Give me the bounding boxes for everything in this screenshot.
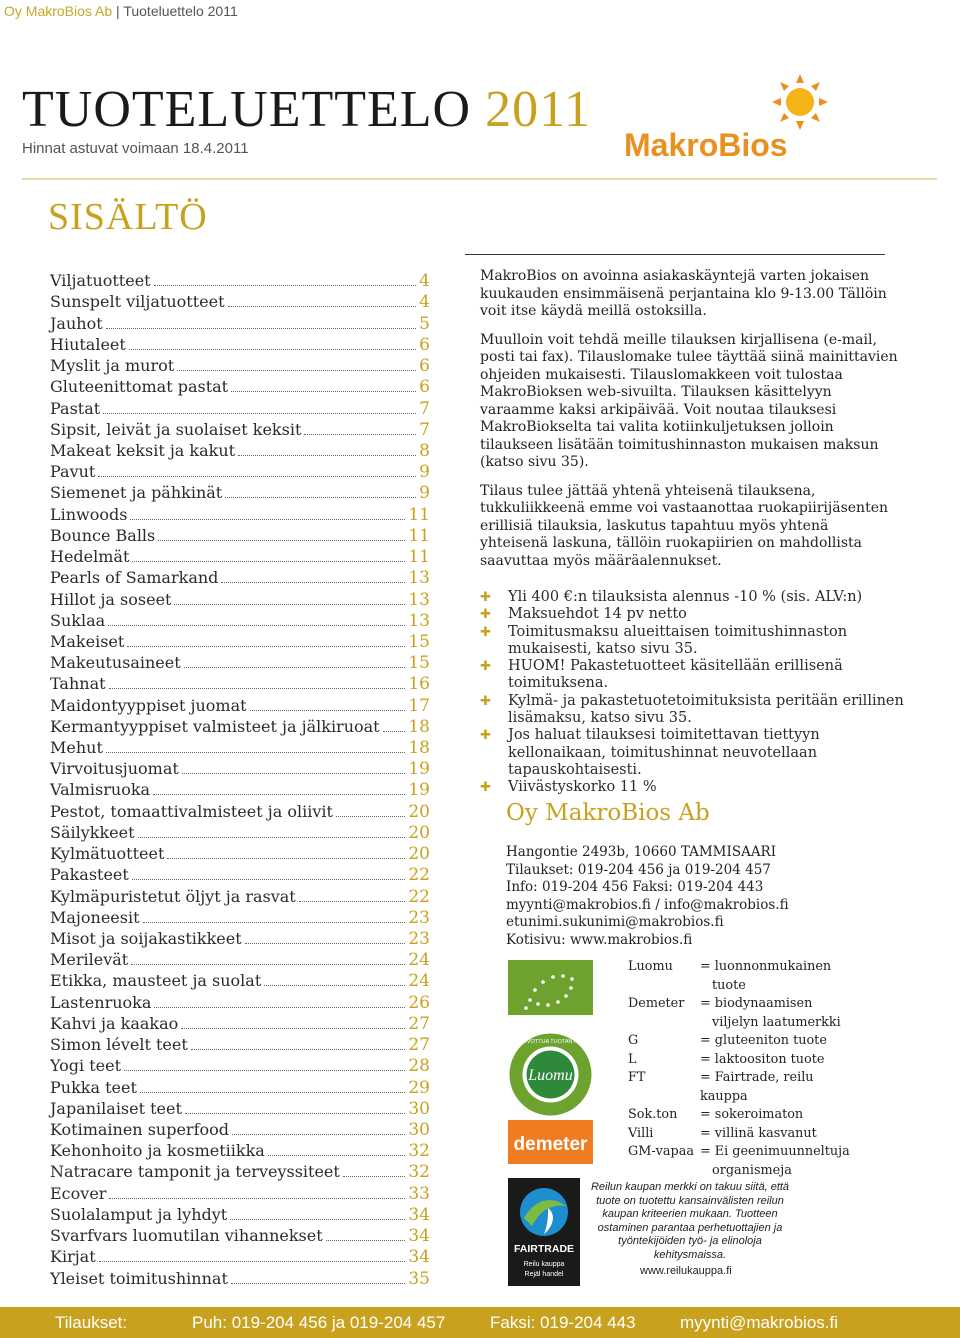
toc-row[interactable] [50,503,430,524]
toc-leader [143,922,406,923]
toc-row[interactable] [50,1013,430,1034]
toc-leader [304,434,416,435]
toc-leader [181,1028,405,1029]
toc-page-number: 11 [408,504,430,525]
toc-label: Hedelmät [50,547,130,567]
toc-label: Gluteenittomat pastat [50,377,229,397]
toc-label: Hiutaleet [50,334,126,354]
toc-page-number: 5 [419,313,430,334]
legend-value: = villinä kasvanut [700,1125,817,1141]
toc-row[interactable] [50,694,430,715]
title-year: 2011 [485,81,592,138]
toc-row[interactable] [50,907,430,928]
company-contacts [506,844,789,949]
toc-leader [127,646,405,647]
cross-bullet-icon: ✚ [480,728,491,744]
toc-leader [299,901,406,902]
toc-label: Säilykkeet [50,822,135,842]
toc-label: Svarfvars luomutilan vihannekset [50,1226,323,1246]
toc-row[interactable] [50,800,430,821]
toc-label: Sipsit, leivät ja suolaiset keksit [50,419,302,439]
toc-page-number: 30 [408,1119,430,1140]
toc-leader [264,985,405,986]
toc-leader [103,413,416,414]
toc-page-number: 15 [408,653,430,674]
label-legend [628,958,872,1180]
toc-label: Siemenet ja pähkinät [50,483,223,503]
toc-page-number: 20 [408,822,430,843]
toc-label: Maidontyyppiset juomat [50,695,247,715]
toc-row[interactable] [50,1161,430,1182]
toc-label: Virvoitusjuomat [50,759,179,779]
toc-row[interactable] [50,1182,430,1203]
toc-label: Jauhot [50,313,103,333]
legend-value: = Ei geenimuunneltuja [700,1144,850,1159]
toc-label: Pastat [50,398,101,418]
toc-row[interactable] [50,949,430,970]
toc-page-number: 7 [419,419,430,440]
toc-row[interactable] [50,991,430,1012]
toc-leader [221,582,405,583]
terms-item [480,693,910,728]
toc-page-number: 34 [408,1204,430,1225]
toc-label: Japanilaiset teet [50,1098,182,1118]
toc-page-number: 26 [408,992,430,1013]
toc-row[interactable] [50,1204,430,1225]
info-paragraph: MakroBios on avoinna asiakaskäyntejä varten jokaisen kuukauden ensimmäisenä perjantaina klo 9-13.00 Tällöin voit itse käydä meillä ostoksilla. [480,268,887,319]
legend-row [628,958,872,977]
toc-page-number: 18 [408,716,430,737]
toc-leader [131,964,405,965]
fairtrade-logo-icon [508,1178,580,1286]
toc-leader [154,1007,405,1008]
toc-leader [268,1155,406,1156]
toc-label: Yleiset toimitushinnat [50,1268,228,1288]
legend-key: Sok.ton [628,1107,678,1122]
toc-row[interactable] [50,440,430,461]
toc-leader [138,837,406,838]
header-separator: | [112,3,124,19]
toc-page-number: 6 [419,356,430,377]
toc-row[interactable] [50,843,430,864]
toc-page-number: 13 [408,568,430,589]
makrobios-logo [620,74,830,164]
toc-page-number: 20 [408,801,430,822]
toc-leader [109,688,406,689]
toc-leader [132,879,406,880]
toc-page-number: 29 [408,1077,430,1098]
contact-line: Kotisivu: www.makrobios.fi [506,931,693,948]
toc-page-number: 18 [408,738,430,759]
terms-list [480,589,910,797]
legend-value: = laktoositon tuote [700,1051,825,1067]
toc-label: Viljatuotteet [50,271,151,291]
toc-row[interactable] [50,525,430,546]
demeter-text: demeter [513,1134,588,1155]
title-main: TUOTELUETTELO [22,81,472,138]
toc-page-number: 20 [408,844,430,865]
toc-label: Etikka, mausteet ja suolat [50,971,262,991]
toc-label: Lastenruoka [50,992,152,1012]
toc-label: Pukka teet [50,1077,137,1097]
cross-bullet-icon: ✚ [480,659,491,675]
toc-row[interactable] [50,1225,430,1246]
legend-row [628,1032,872,1051]
toc-label: Myslit ja murot [50,356,175,376]
title-divider [22,178,937,180]
toc-label: Pestot, tomaattivalmisteet ja oliivit [50,801,333,821]
toc-label: Merilevät [50,950,129,970]
toc-row[interactable] [50,652,430,673]
legend-row-cont [628,1014,872,1033]
toc-page-number: 33 [408,1183,430,1204]
terms-text: Jos haluat tilauksesi toimitettavan tiettyyn kellonaikaan, toimitushinnat neuvotellaan tapauskohtaisesti. [508,727,820,778]
toc-page-number: 24 [408,950,430,971]
legend-row [628,995,872,1014]
top-header [0,0,238,22]
toc-page-number: 32 [408,1141,430,1162]
header-company: Oy MakroBios Ab [4,3,113,19]
terms-text: Maksuehdot 14 pv netto [508,606,687,623]
info-paragraph: Muulloin voit tehdä meille tilauksen kirjallisena (e-mail, posti tai fax). Tilauslomake tulee täyttää siinä mainittavien ohjeiden mukaisesti. Tilauslomakkeen voit tulostaa MakroBioksen web-sivuilta. Tilauksen käsittelyyn varaamme kaksi arkipäivää. Voit noutaa tilauksesi MakroBiokselta tai valita kotiinkuljetuksen jolloin tilaukseen lisätään toimitushinnaston mukaisen maksun (katso sivu 35). [480,331,898,470]
toc-page-number: 19 [408,759,430,780]
toc-label: Simon lévelt teet [50,1035,188,1055]
toc-label: Suklaa [50,610,106,630]
toc-leader [153,794,405,795]
contact-line: etunimi.sukunimi@makrobios.fi [506,914,724,930]
toc-page-number: 15 [408,631,430,652]
legend-key: Villi [628,1125,654,1141]
toc-label: Hillot ja soseet [50,589,172,609]
toc-leader [132,561,405,562]
table-of-contents [50,270,430,1289]
cross-bullet-icon: ✚ [480,607,491,623]
terms-item [480,779,910,796]
terms-text: Viivästyskorko 11 % [508,779,657,796]
fairtrade-sub1: Reilu kauppa [523,1261,565,1268]
toc-row[interactable] [50,1267,430,1288]
header-doc: Tuoteluettelo 2011 [123,3,238,19]
legend-row [628,1125,872,1144]
toc-leader [185,1113,405,1114]
legend-row [628,1106,872,1125]
toc-page-number: 8 [419,440,430,461]
toc-label: Kirjat [50,1247,96,1267]
toc-row[interactable] [50,567,430,588]
toc-page-number: 6 [419,377,430,398]
toc-leader [184,667,406,668]
toc-leader [130,519,405,520]
toc-page-number: 17 [408,695,430,716]
legend-key: G [628,1033,639,1048]
toc-page-number: 13 [408,589,430,610]
toc-label: Valmisruoka [50,780,151,800]
toc-label: Kehonhoito ja kosmetiikka [50,1141,265,1161]
legend-row [628,1069,872,1106]
toc-row[interactable] [50,737,430,758]
terms-item [480,624,910,659]
toc-row[interactable] [50,1119,430,1140]
toc-page-number: 9 [419,462,430,483]
terms-text: Kylmä- ja pakastetuotetoimituksista peritään erillinen lisämaksu, katso sivu 35. [508,692,904,727]
cross-bullet-icon: ✚ [480,624,491,640]
toc-leader [109,1198,405,1199]
toc-label: Kotimainen superfood [50,1119,229,1139]
toc-page-number: 34 [408,1247,430,1268]
toc-row[interactable] [50,546,430,567]
toc-page-number: 13 [408,610,430,631]
fairtrade-text: FAIRTRADE [513,1243,575,1255]
legend-value: = gluteeniton tuote [700,1033,827,1048]
logo-text: MakroBios [624,127,788,163]
toc-row[interactable] [50,864,430,885]
terms-item [480,658,910,693]
legend-value: = Fairtrade, reilu kauppa [700,1070,814,1104]
toc-leader [225,497,416,498]
page-subtitle: Hinnat astuvat voimaan 18.4.2011 [22,140,249,157]
eu-organic-leaf-icon [508,960,593,1015]
toc-leader [231,391,416,392]
toc-label: Majoneesit [50,907,140,927]
toc-row[interactable] [50,716,430,737]
toc-label: Kermantyyppiset valmisteet ja jälkiruoat [50,716,380,736]
toc-row[interactable] [50,482,430,503]
toc-row[interactable] [50,673,430,694]
toc-page-number: 34 [408,1226,430,1247]
toc-row[interactable] [50,1034,430,1055]
toc-row[interactable] [50,291,430,312]
toc-label: Kylmätuotteet [50,844,165,864]
contact-line: myynti@makrobios.fi / info@makrobios.fi [506,896,789,913]
toc-leader [108,625,405,626]
toc-leader [231,1283,405,1284]
toc-row[interactable] [50,822,430,843]
toc-page-number: 9 [419,483,430,504]
toc-page-number: 11 [408,547,430,568]
cross-bullet-icon: ✚ [480,590,491,605]
toc-row[interactable] [50,376,430,397]
toc-row[interactable] [50,334,430,355]
toc-row[interactable] [50,885,430,906]
contact-line: Hangontie 2493b, 10660 TAMMISAARI [506,844,777,860]
toc-row[interactable] [50,610,430,631]
legend-value: = sokeroimaton [700,1107,804,1122]
toc-leader [129,349,416,350]
toc-page-number: 7 [419,398,430,419]
legend-value: = biodynaamisen [700,996,813,1011]
toc-label: Pakasteet [50,865,129,885]
toc-page-number: 11 [408,525,430,546]
luomu-badge-icon [508,1032,593,1117]
toc-page-number: 4 [419,271,430,292]
toc-row[interactable] [50,397,430,418]
toc-label: Pavut [50,462,96,482]
toc-leader [99,1261,406,1262]
toc-leader [182,773,406,774]
terms-text: Yli 400 €:n tilauksista alennus -10 % (sis. ALV:n) [508,589,863,605]
toc-label: Bounce Balls [50,525,156,545]
cross-bullet-icon: ✚ [480,693,491,709]
toc-page-number: 22 [408,886,430,907]
legend-row-cont [628,977,872,996]
toc-page-number: 32 [408,1162,430,1183]
legend-row [628,1143,872,1162]
toc-leader [154,285,417,286]
toc-leader [167,858,405,859]
toc-row[interactable] [50,758,430,779]
toc-row[interactable] [50,588,430,609]
toc-page-number: 27 [408,1013,430,1034]
toc-page-number: 27 [408,1035,430,1056]
toc-row[interactable] [50,270,430,291]
legend-key: Demeter [628,996,685,1011]
toc-label: Yogi teet [50,1056,122,1076]
toc-label: Pearls of Samarkand [50,568,219,588]
toc-label: Suolalamput ja lyhdyt [50,1204,228,1224]
toc-leader [232,1134,405,1135]
fairtrade-link[interactable]: www.reilukauppa.fi [640,1265,732,1277]
legend-row-cont [628,1162,872,1181]
info-divider [465,254,885,255]
legend-row [628,1051,872,1070]
terms-text: Toimitusmaksu alueittaisen toimitushinnaston mukaisesti, katso sivu 35. [508,623,848,657]
company-name: Oy MakroBios Ab [506,800,710,826]
toc-row[interactable] [50,928,430,949]
footer-email[interactable]: myynti@makrobios.fi [680,1313,839,1332]
toc-leader [383,731,406,732]
toc-row[interactable] [50,1098,430,1119]
terms-text: HUOM! Pakastetuotteet käsitellään erillisenä toimituksena. [508,658,843,692]
toc-leader [106,752,405,753]
info-text [480,268,900,581]
toc-page-number: 30 [408,1098,430,1119]
toc-page-number: 23 [408,929,430,949]
footer-bar [0,1307,960,1338]
toc-leader [250,710,406,711]
legend-value: = luonnonmukainen [700,959,832,974]
toc-leader [230,1219,405,1220]
terms-item [480,589,910,606]
luomu-badge-text: Luomu [528,1067,573,1084]
toc-leader [326,1240,406,1241]
toc-row[interactable] [50,355,430,376]
toc-leader [106,328,417,329]
toc-page-number: 23 [408,907,430,928]
toc-label: Makeiset [50,631,125,651]
footer-phone: Puh: 019-204 456 ja 019-204 457 [192,1313,446,1332]
toc-leader [140,1092,405,1093]
luomu-ring-text: VALVOTTUA TUOTANTOA [517,1039,584,1045]
cross-bullet-icon: ✚ [480,780,491,796]
toc-label: Sunspelt viljatuotteet [50,292,225,312]
demeter-logo-icon [508,1120,593,1164]
fairtrade-sub2: Rejäl handel [524,1271,564,1278]
toc-leader [191,1049,406,1050]
toc-row[interactable] [50,461,430,482]
legend-value-cont: viljelyn laatumerkki [712,1014,841,1030]
toc-label: Natracare tamponit ja terveyssiteet [50,1162,340,1182]
toc-row[interactable] [50,419,430,440]
contact-line: Info: 019-204 456 Faksi: 019-204 443 [506,879,764,895]
toc-page-number: 35 [408,1268,430,1289]
toc-page-number: 19 [408,780,430,801]
footer-fax: Faksi: 019-204 443 [490,1313,636,1332]
terms-item [480,606,910,623]
toc-label: Linwoods [50,504,128,524]
legend-key: GM-vapaa [628,1144,694,1159]
toc-leader [336,816,405,817]
legend-key: L [628,1051,637,1067]
toc-row[interactable] [50,1076,430,1097]
toc-row[interactable] [50,312,430,333]
toc-leader [228,306,417,307]
toc-page-number: 16 [408,674,430,695]
contents-heading: SISÄLTÖ [48,196,208,238]
toc-row[interactable] [50,1055,430,1076]
toc-label: Makeat keksit ja kakut [50,440,236,460]
fairtrade-note: Reilun kaupan merkki on takuu siitä, että tuote on tuotettu kansainvälisten reilun kaupan kriteerien mukaan. Tuotteen ostaminen parantaa perhetuottajien ja työntekijöiden työ- ja elinoloja kehitysmaissa. [590,1181,790,1261]
toc-label: Makeutusaineet [50,653,181,673]
toc-label: Mehut [50,738,103,758]
toc-row[interactable] [50,631,430,652]
toc-page-number: 24 [408,971,430,992]
contact-line: Tilaukset: 019-204 456 ja 019-204 457 [506,861,771,878]
footer-orders-label: Tilaukset: [55,1313,128,1332]
toc-label: Kylmäpuristetut öljyt ja rasvat [50,886,296,906]
toc-leader [343,1176,406,1177]
toc-leader [174,604,405,605]
toc-row[interactable] [50,970,430,991]
sun-icon [772,74,828,130]
toc-label: Ecover [50,1183,107,1203]
toc-leader [158,540,405,541]
info-paragraph: Tilaus tulee jättää yhtenä yhteisenä tilauksena, tukkuliikkeenä emme voi vastaanottaa ruokapiirijäsenten erillisiä tilauksia, laskutus tapahtuu myös yhtenä yhteisenä laskuna, tällöin ruokapiirien on mahdollista saavuttaa myös määräalennukset. [480,482,889,569]
page-title [22,80,591,140]
toc-page-number: 28 [408,1056,430,1077]
toc-label: Tahnat [50,674,106,694]
toc-row[interactable] [50,1140,430,1161]
toc-leader [177,370,416,371]
legend-value-cont: organismeja [712,1162,792,1178]
legend-key: Luomu [628,959,673,974]
legend-value-cont: tuote [712,977,746,993]
toc-row[interactable] [50,779,430,800]
toc-page-number: 22 [408,865,430,886]
terms-item [480,727,910,779]
toc-page-number: 6 [419,334,430,355]
toc-label: Kahvi ja kaakao [50,1013,179,1033]
toc-leader [124,1070,405,1071]
toc-row[interactable] [50,1246,430,1267]
toc-page-number: 4 [419,292,430,313]
toc-leader [245,943,406,944]
toc-label: Misot ja soijakastikkeet [50,929,242,948]
toc-leader [238,455,416,456]
legend-key: FT [628,1070,646,1085]
toc-leader [98,476,416,477]
